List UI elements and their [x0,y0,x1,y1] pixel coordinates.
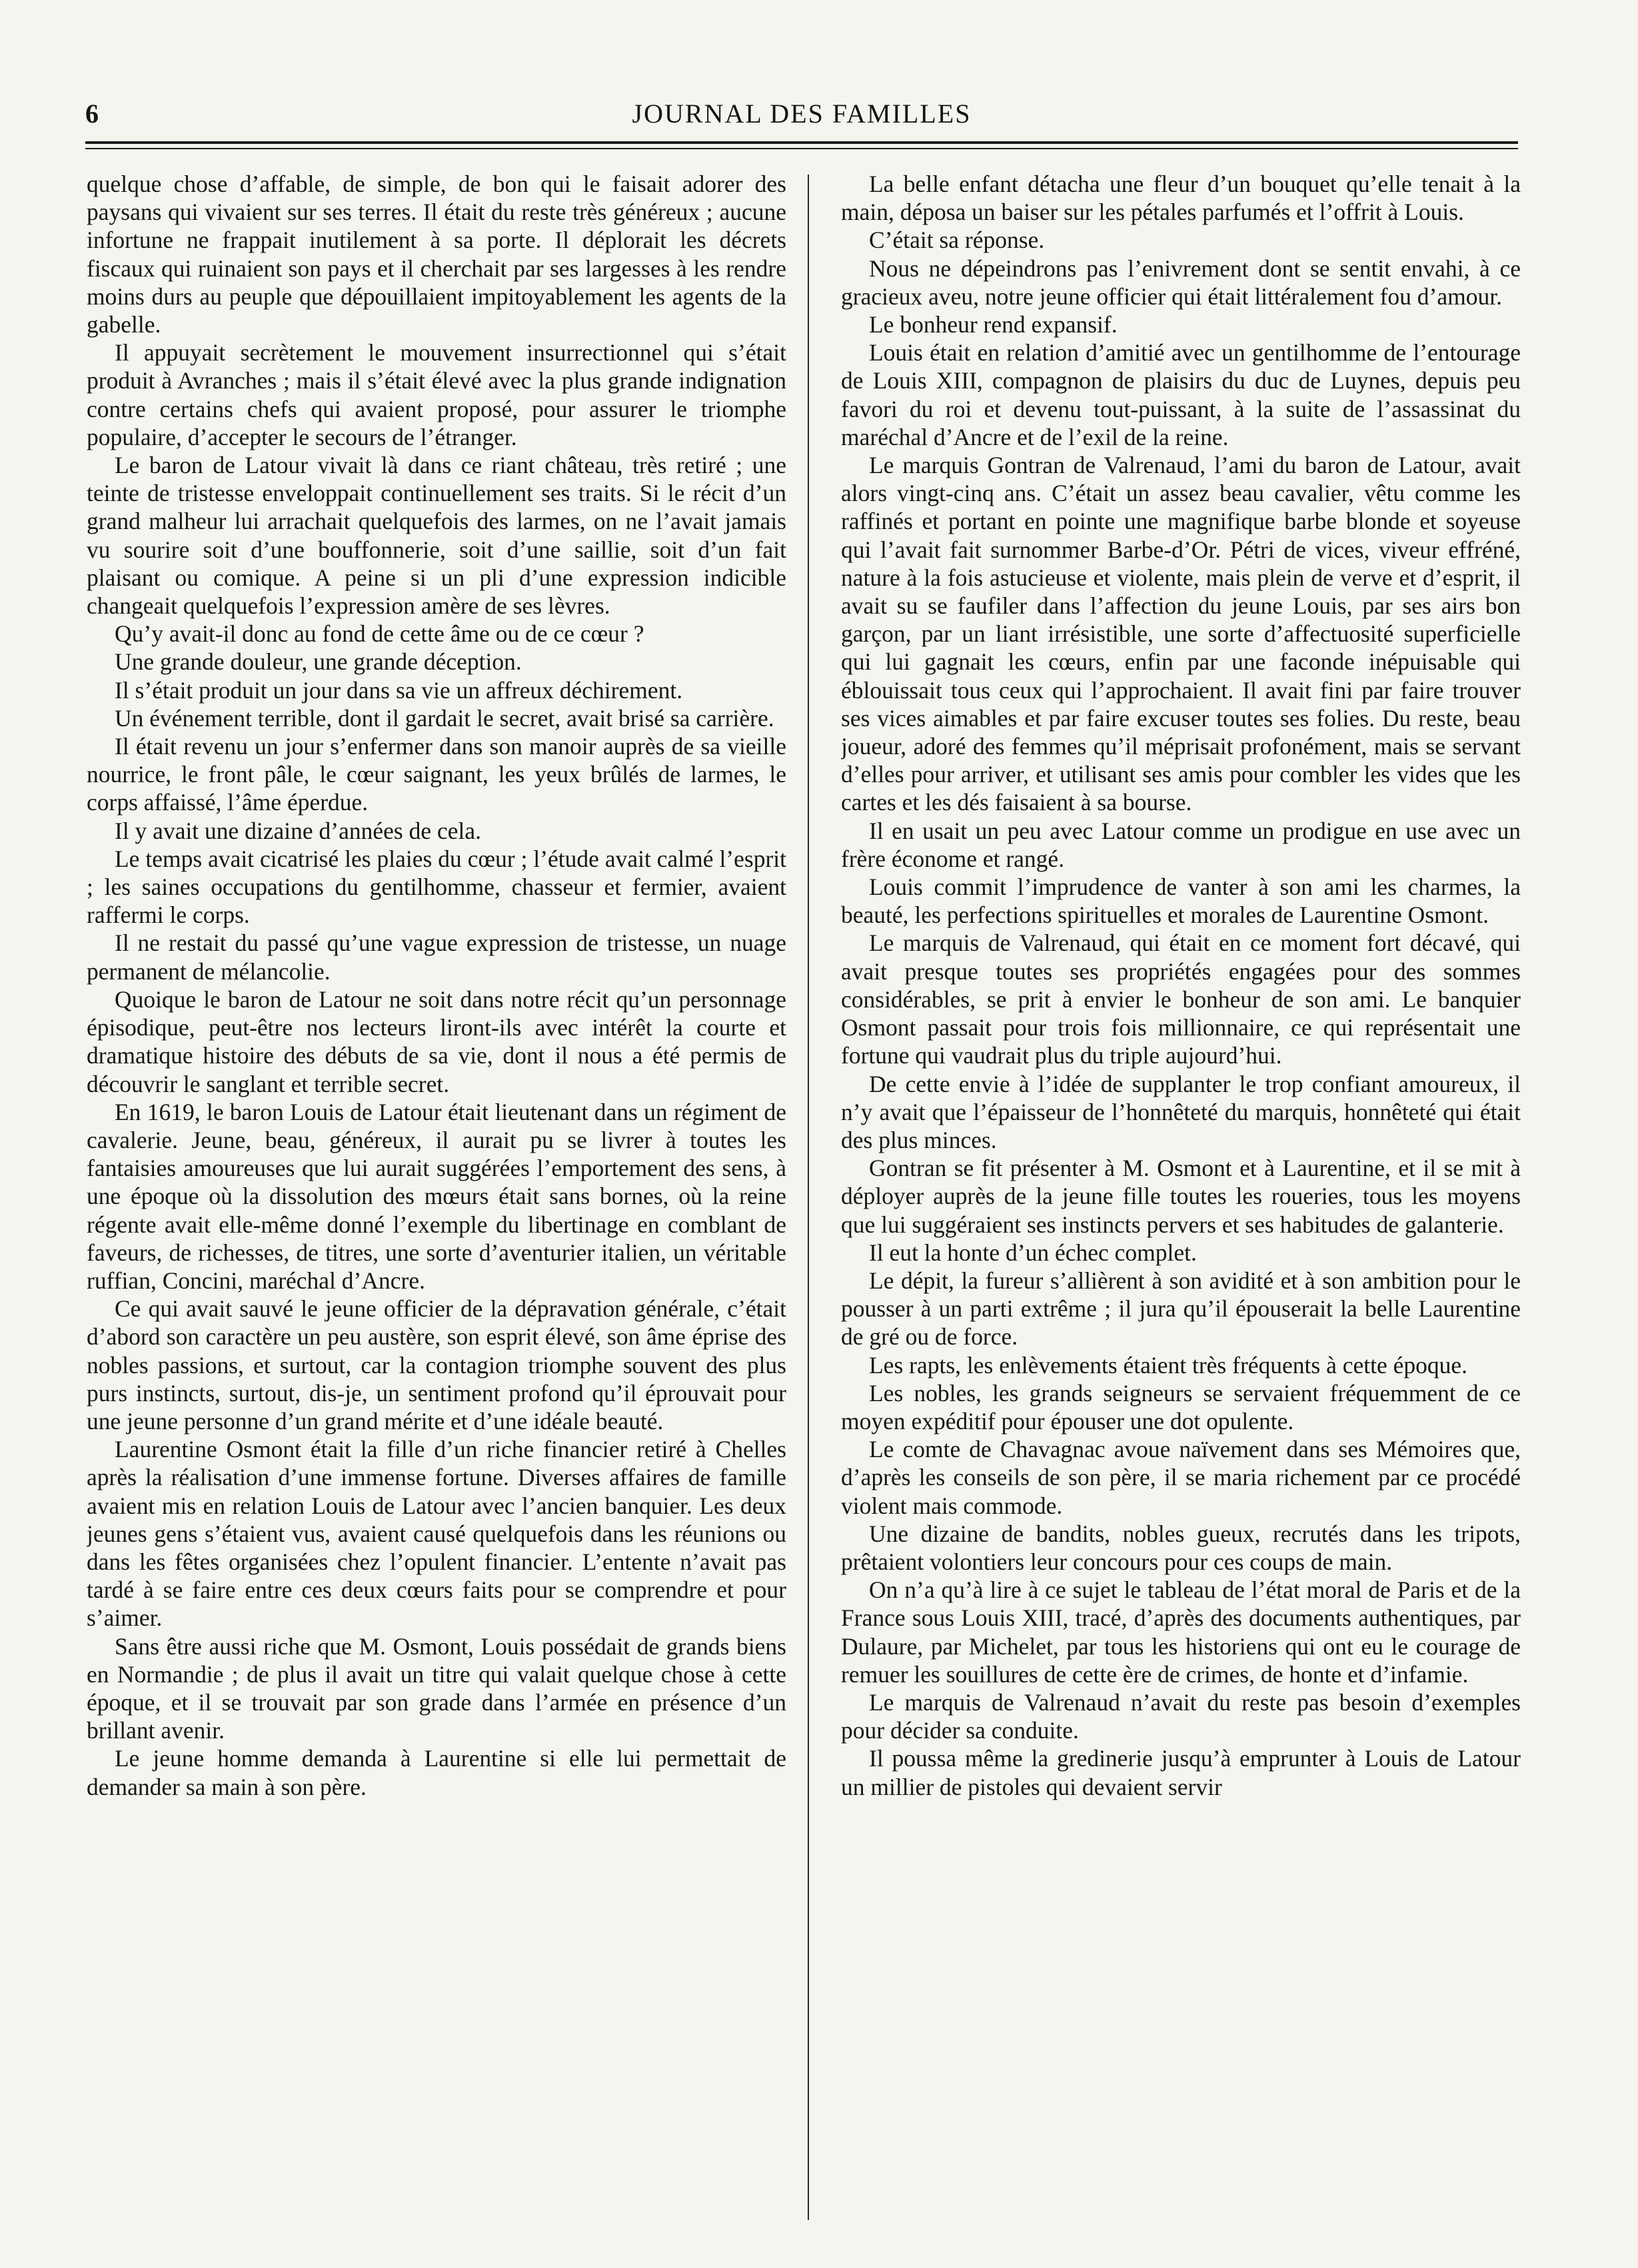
paragraph: Sans être aussi riche que M. Osmont, Louis possédait de grands biens en Normandie ; de plus il avait un titre qui valait quelque chose à cette époque, et il se trouvait par son grade dans l’armée en présence d’un brillant avenir. [87,1632,786,1744]
journal-title: JOURNAL DES FAMILLES [632,99,972,129]
paragraph: Le jeune homme demanda à Laurentine si elle lui permettait de demander sa main à son père. [87,1745,786,1800]
left-column [87,170,786,2249]
header-rule-thick [85,141,1518,144]
paragraph: Le baron de Latour vivait là dans ce riant château, très retiré ; une teinte de tristesse enveloppait continuellement ses traits. Si le récit d’un grand malheur lui arrachait quelquefois des larmes, on ne l’avait jamais vu sourire soit d’une bouffonnerie, soit d’une saillie, soit d’un fait plaisant ou comique. A peine si un pli d’une expression indicible changeait quelquefois l’expression amère de ses lèvres. [87,452,786,620]
paragraph: Le marquis de Valrenaud n’avait du reste pas besoin d’exemples pour décider sa conduite. [841,1688,1521,1744]
paragraph: On n’a qu’à lire à ce sujet le tableau de l’état moral de Paris et de la France sous Louis XIII, tracé, d’après des documents authentiques, par Dulaure, par Michelet, par tous les historiens qui ont eu le courage de remuer les souillures de cette ère de crimes, de honte et d’infamie. [841,1576,1521,1688]
page-number: 6 [85,99,99,129]
paragraph: C’était sa réponse. [869,227,1045,254]
paragraph: Les nobles, les grands seigneurs se servaient fréquemment de ce moyen expéditif pour épouser une dot opulente. [841,1379,1521,1434]
paragraph: Gontran se fit présenter à M. Osmont et à Laurentine, et il se mit à déployer auprès de la jeune fille toutes les roueries, tous les moyens que lui suggéraient ses instincts pervers et ses habitudes de galanterie. [841,1155,1521,1238]
paragraph: Le marquis de Valrenaud, qui était en ce moment fort décavé, qui avait presque toutes ses propriétés engagées pour des sommes considérables, se prit à envier le bonheur de son ami. Le banquier Osmont passait pour trois fois millionnaire, ce qui représentait une fortune qui vaudrait plus du triple aujourd’hui. [841,929,1521,1069]
paragraph: Qu’y avait-il donc au fond de cette âme ou de ce cœur ? [115,620,644,648]
running-header [85,95,1518,133]
paragraph: Il poussa même la gredinerie jusqu’à emprunter à Louis de Latour un millier de pistoles qui devaient servir [841,1745,1521,1800]
paragraph: Il s’était produit un jour dans sa vie un affreux déchirement. [115,676,683,704]
paragraph: Le dépit, la fureur s’allièrent à son avidité et à son ambition pour le pousser à un parti extrême ; il jura qu’il épouserait la belle Laurentine de gré ou de force. [841,1267,1521,1351]
paragraph: Il ne restait du passé qu’une vague expression de tristesse, un nuage permanent de mélancolie. [87,929,786,985]
header-rule-thin [85,148,1518,149]
paragraph: Le marquis Gontran de Valrenaud, l’ami du baron de Latour, avait alors vingt-cinq ans. C’était un assez beau cavalier, vêtu comme les raffinés et portant en pointe une magnifique barbe blonde et soyeuse qui l’avait fait surnommer Barbe-d’Or. Pétri de vices, viveur effréné, nature à la fois astucieuse et violente, mais plein de verve et d’esprit, il avait su se faufiler dans l’affection du jeune Louis, par ses airs bon garçon, par un liant irrésistible, une sorte d’affectuosité superficielle qui lui gagnait les cœurs, enfin par une faconde inépuisable qui éblouissait tous ceux qui l’approchaient. Il avait fini par faire trouver ses vices aimables et par faire excuser toutes ses folies. Du reste, beau joueur, adoré des femmes qu’il méprisait profonément, mais se servant d’elles pour arriver, et utilisant ses amis pour combler les vides que les cartes et les dés faisaient à sa bourse. [841,452,1521,816]
paragraph: Ce qui avait sauvé le jeune officier de la dépravation générale, c’était d’abord son caractère un peu austère, son esprit élevé, son âme éprise des nobles passions, et surtout, car la contagion triomphe souvent des plus purs instincts, surtout, dis-je, un sentiment profond qu’il éprouvait pour une jeune personne d’un grand mérite et d’une idéale beauté. [87,1295,786,1434]
paragraph: Le comte de Chavagnac avoue naïvement dans ses Mémoires que, d’après les conseils de son père, il se maria richement par ce procédé violent mais commode. [841,1436,1521,1519]
paragraph: Un événement terrible, dont il gardait le secret, avait brisé sa carrière. [115,704,774,732]
paragraph: Il était revenu un jour s’enfermer dans son manoir auprès de sa vieille nourrice, le front pâle, le cœur saignant, les yeux brûlés de larmes, le corps affaissé, l’âme éperdue. [87,733,786,816]
paragraph: Louis commit l’imprudence de vanter à son ami les charmes, la beauté, les perfections spirituelles et morales de Laurentine Osmont. [841,873,1521,929]
paragraph: Il en usait un peu avec Latour comme un prodigue en use avec un frère économe et rangé. [841,817,1521,872]
paragraph: La belle enfant détacha une fleur d’un bouquet qu’elle tenait à la main, déposa un baiser sur les pétales parfumés et l’offrit à Louis. [841,171,1521,226]
column-divider [808,175,809,2220]
paragraph: En 1619, le baron Louis de Latour était lieutenant dans un régiment de cavalerie. Jeune, beau, généreux, il aurait pu se livrer à toutes les fantaisies amoureuses que lui aurait suggérées l’emportement des sens, à une époque où la dissolution des mœurs était sans bornes, où la reine régente avait elle-même donné l’exemple du libertinage en comblant de faveurs, de richesses, de titres, une sorte d’aventurier italien, un véritable ruffian, Concini, maréchal d’Ancre. [87,1098,786,1294]
paragraph: Le temps avait cicatrisé les plaies du cœur ; l’étude avait calmé l’esprit ; les saines occupations du gentilhomme, chasseur et fermier, avaient raffermi le corps. [87,845,786,929]
paragraph: Le bonheur rend expansif. [869,311,1118,338]
paragraph: Louis était en relation d’amitié avec un gentilhomme de l’entourage de Louis XIII, compagnon de plaisirs du duc de Luynes, depuis peu favori du roi et devenu tout-puissant, à la suite de l’assassinat du maréchal d’Ancre et de l’exil de la reine. [841,339,1521,450]
paragraph: De cette envie à l’idée de supplanter le trop confiant amoureux, il n’y avait que l’épaisseur de l’honnêteté du marquis, honnêteté qui était des plus minces. [841,1070,1521,1153]
paragraph: Il eut la honte d’un échec complet. [869,1239,1197,1266]
paragraph: Il y avait une dizaine d’années de cela. [115,817,481,844]
paragraph: Les rapts, les enlèvements étaient très fréquents à cette époque. [869,1351,1467,1379]
paragraph: Il appuyait secrètement le mouvement insurrectionnel qui s’était produit à Avranches ; mais il s’était élevé avec la plus grande indignation contre certains chefs qui avaient proposé, pour assurer le triomphe populaire, d’accepter le secours de l’étranger. [87,339,786,450]
paragraph: Laurentine Osmont était la fille d’un riche financier retiré à Chelles après la réalisation d’une immense fortune. Diverses affaires de famille avaient mis en relation Louis de Latour avec l’ancien banquier. Les deux jeunes gens s’étaient vus, avaient causé quelquefois dans les réunions ou dans les fêtes organisées chez l’opulent financier. L’entente n’avait pas tardé à se faire entre ces deux cœurs faits pour se comprendre et pour s’aimer. [87,1436,786,1632]
paragraph: Quoique le baron de Latour ne soit dans notre récit qu’un personnage épisodique, peut-être nos lecteurs liront-ils avec intérêt la courte et dramatique histoire des débuts de sa vie, dont il nous a été permis de découvrir le sanglant et terrible secret. [87,985,786,1097]
paragraph: quelque chose d’affable, de simple, de bon qui le faisait adorer des paysans qui vivaient sur ses terres. Il était du reste très généreux ; aucune infortune ne frappait inutilement à sa porte. Il déplorait les décrets fiscaux qui ruinaient son pays et il cherchait par ses largesses à les rendre moins durs au peuple que dépouillaient impitoyablement les agents de la gabelle. [87,171,786,338]
right-column [841,170,1521,2249]
paragraph: Nous ne dépeindrons pas l’enivrement dont se sentit envahi, à ce gracieux aveu, notre jeune officier qui était littéralement fou d’amour. [841,255,1521,310]
paragraph: Une dizaine de bandits, nobles gueux, recrutés dans les tripots, prêtaient volontiers leur concours pour ces coups de main. [841,1520,1521,1575]
paragraph: Une grande douleur, une grande déception. [115,648,522,676]
